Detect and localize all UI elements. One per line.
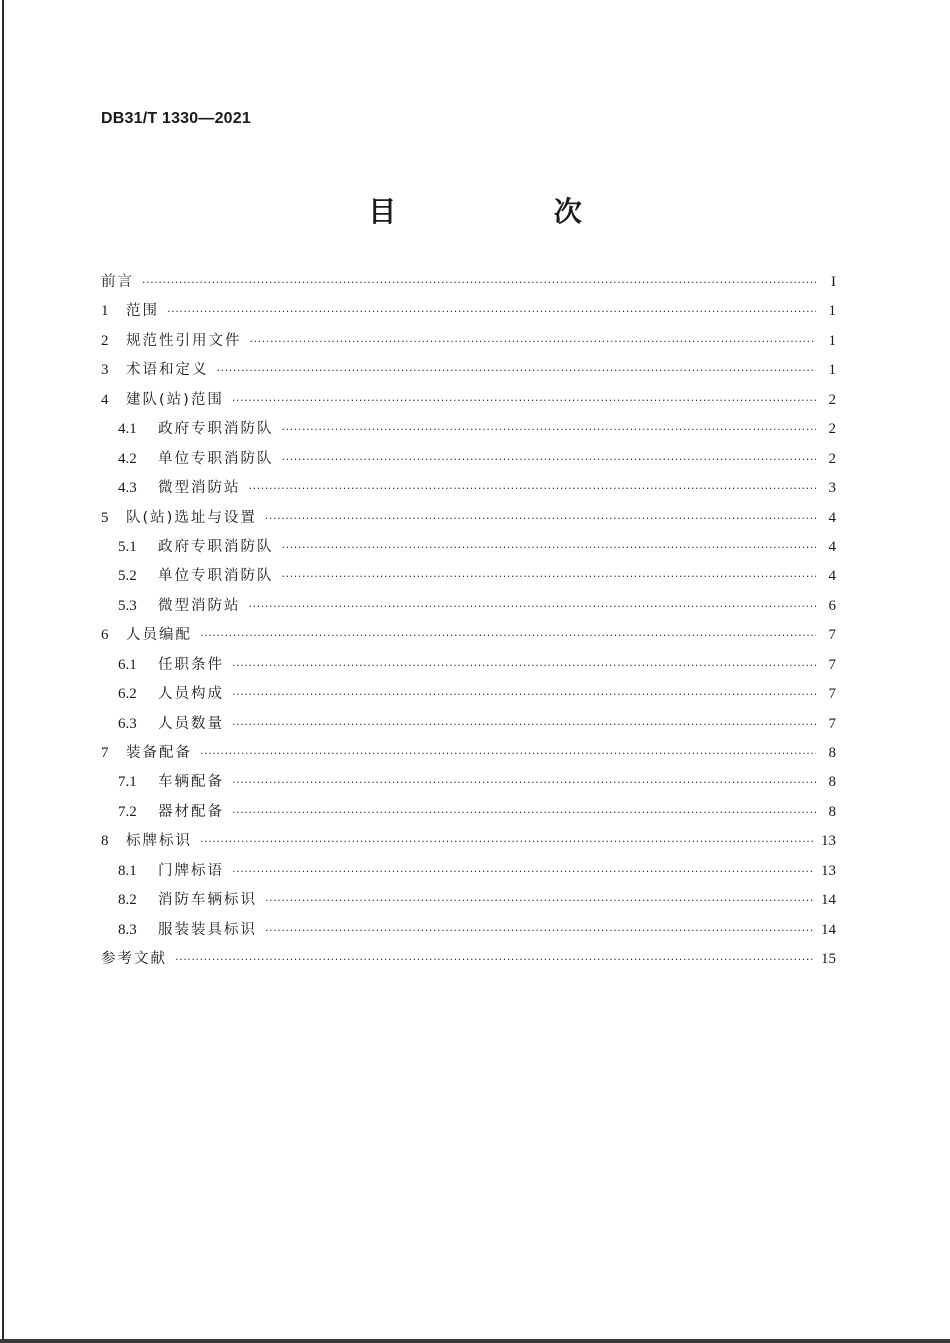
toc-entry-page: 8 [828,774,836,791]
toc-dot-leader [282,415,817,444]
toc-entry[interactable] [101,886,836,915]
toc-entry-number: 6.3 [118,715,137,732]
toc-entry-page: 7 [828,627,836,644]
toc-dot-leader [250,327,817,356]
toc-entry[interactable] [101,768,836,797]
toc-entry-number: 7.2 [118,803,137,820]
toc-entry-page: 13 [821,833,836,850]
toc-entry-number: 5.3 [118,597,137,614]
toc-entry[interactable] [101,297,836,326]
toc-entry-label: 参考文献 [101,951,167,968]
toc-entry-number: 2 [101,332,109,349]
toc-entry-number: 1 [101,303,109,320]
toc-entry-page: 3 [828,480,836,497]
toc-entry-label: 前言 [101,274,134,290]
toc-entry[interactable] [101,739,836,768]
toc-entry-page: 4 [828,568,836,585]
toc-entry-label: 人员数量 [158,715,224,732]
toc-entry[interactable] [101,533,836,562]
toc-dot-leader [142,268,816,297]
toc-entry[interactable] [101,945,836,974]
toc-entry-page: I [831,274,836,290]
toc-entry-label: 消防车辆标识 [158,892,257,909]
toc-entry-label: 单位专职消防队 [158,568,274,585]
toc-entry-label: 单位专职消防队 [158,450,274,467]
toc-entry-number: 6.1 [118,656,137,673]
toc-entry-label: 器材配备 [158,803,224,820]
toc-dot-leader [249,474,817,503]
toc-entry-page: 1 [828,303,836,320]
toc-entry-page: 15 [821,951,836,968]
toc-dot-leader [232,857,815,886]
toc-title: 目 次 [368,195,628,228]
toc-entry[interactable] [101,916,836,945]
document-code: DB31/T 1330—2021 [101,110,251,127]
toc-dot-leader [232,710,816,739]
toc-dot-leader [232,798,816,827]
toc-entry-number: 4.3 [118,480,137,497]
toc-dot-leader [249,592,817,621]
toc-entry-label: 微型消防站 [158,480,241,497]
toc-entry-label: 规范性引用文件 [126,332,242,349]
toc-entry-page: 13 [821,862,836,879]
toc-entry-page: 1 [828,362,836,379]
toc-entry-label: 车辆配备 [158,774,224,791]
toc-entry[interactable] [101,474,836,503]
toc-entry-page: 1 [828,332,836,349]
toc-entry-page: 14 [821,892,836,909]
toc-entry-page: 7 [828,686,836,703]
toc-entry-label: 队(站)选址与设置 [126,509,257,526]
toc-dot-leader [232,386,816,415]
toc-entry-label: 标牌标识 [126,833,192,850]
toc-entry[interactable] [101,827,836,856]
toc-entry-number: 8.3 [118,921,137,938]
table-of-contents [101,268,836,975]
scan-edge-bottom [0,1339,950,1343]
toc-dot-leader [232,680,816,709]
toc-dot-leader [282,445,817,474]
toc-dot-leader [265,916,815,945]
toc-entry-page: 8 [828,745,836,761]
toc-entry-number: 8.2 [118,892,137,909]
toc-dot-leader [265,504,816,533]
toc-entry-label: 术语和定义 [126,362,209,379]
toc-entry[interactable] [101,356,836,385]
toc-entry-number: 7.1 [118,774,137,791]
toc-entry-number: 8 [101,833,109,850]
toc-entry-label: 微型消防站 [158,597,241,614]
toc-dot-leader [175,945,815,974]
toc-entry-label: 服装装具标识 [158,921,257,938]
toc-entry-page: 4 [828,538,836,555]
toc-entry-label: 装备配备 [126,745,192,761]
toc-entry[interactable] [101,680,836,709]
toc-entry-page: 14 [821,921,836,938]
toc-entry-page: 2 [828,450,836,467]
toc-entry[interactable] [101,327,836,356]
toc-entry-number: 5.2 [118,568,137,585]
toc-dot-leader [167,297,816,326]
toc-entry-label: 任职条件 [158,656,224,673]
toc-entry[interactable] [101,651,836,680]
toc-entry[interactable] [101,710,836,739]
toc-dot-leader [282,533,817,562]
toc-entry-label: 人员构成 [158,686,224,703]
toc-entry-number: 3 [101,362,109,379]
toc-entry-page: 8 [828,803,836,820]
toc-entry-number: 6 [101,627,109,644]
toc-entry[interactable] [101,415,836,444]
toc-entry[interactable] [101,386,836,415]
toc-entry-page: 2 [828,421,836,438]
toc-entry-page: 7 [828,715,836,732]
toc-entry-page: 4 [828,509,836,526]
toc-entry-label: 人员编配 [126,627,192,644]
toc-entry-label: 范围 [126,303,159,320]
toc-entry[interactable] [101,798,836,827]
toc-entry-number: 5.1 [118,538,137,555]
toc-entry-number: 6.2 [118,686,137,703]
toc-entry[interactable] [101,857,836,886]
toc-entry-page: 6 [828,597,836,614]
toc-entry-number: 4 [101,391,109,408]
toc-entry-label: 建队(站)范围 [126,391,224,408]
toc-dot-leader [200,739,816,768]
toc-entry-label: 政府专职消防队 [158,538,274,555]
toc-entry-page: 2 [828,391,836,408]
toc-dot-leader [200,621,816,650]
toc-dot-leader [200,827,815,856]
toc-entry-label: 门牌标语 [158,862,224,879]
toc-entry-number: 8.1 [118,862,137,879]
toc-entry[interactable] [101,621,836,650]
toc-dot-leader [217,356,817,385]
toc-entry-number: 7 [101,745,109,761]
toc-entry-label: 政府专职消防队 [158,421,274,438]
toc-dot-leader [232,768,816,797]
toc-entry-number: 4.2 [118,450,137,467]
toc-entry[interactable] [101,268,836,297]
toc-dot-leader [282,562,817,591]
toc-entry-number: 4.1 [118,421,137,438]
toc-entry[interactable] [101,504,836,533]
toc-entry[interactable] [101,562,836,591]
toc-dot-leader [265,886,815,915]
toc-entry-number: 5 [101,509,109,526]
toc-dot-leader [232,651,816,680]
toc-entry[interactable] [101,592,836,621]
toc-entry-page: 7 [828,656,836,673]
toc-entry[interactable] [101,445,836,474]
